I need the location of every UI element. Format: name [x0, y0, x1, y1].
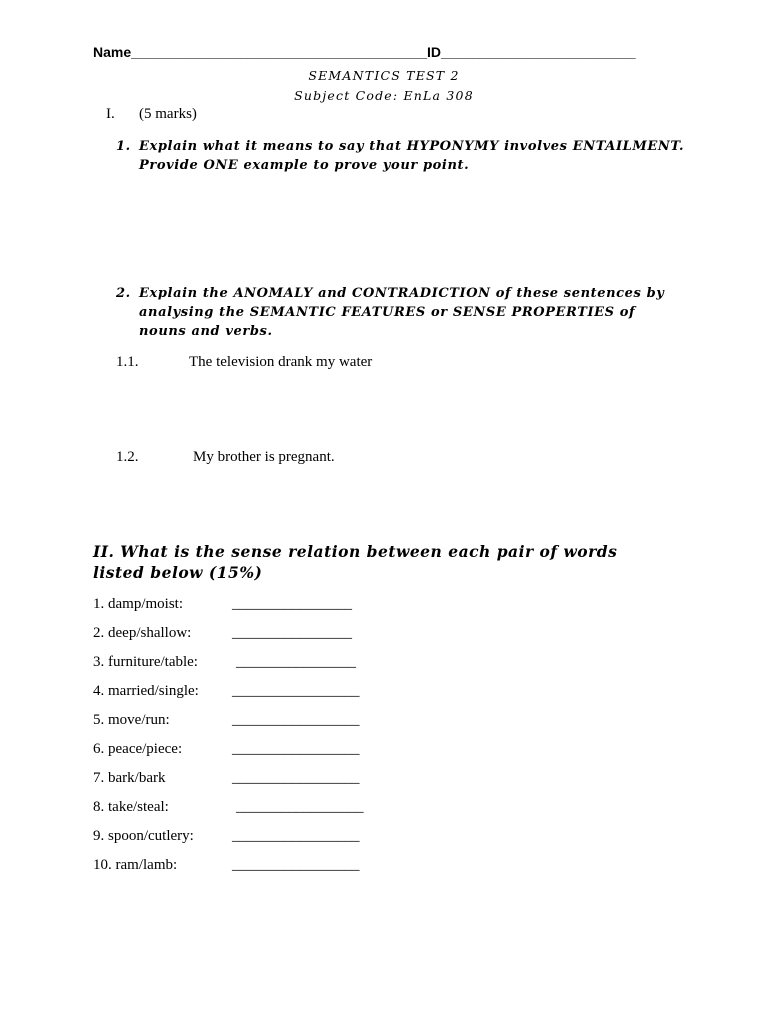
section-2-title: II. What is the sense relation between each pair of words listed below (15%): [93, 542, 618, 582]
question-2-text: Explain the ANOMALY and CONTRADICTION of these sentences by analysing the SEMANTIC FEATURES or SENSE PROPERTIES of nouns and verbs.: [139, 286, 665, 339]
question-1-number: 1.: [116, 139, 131, 154]
answer-blank[interactable]: ________________: [232, 596, 352, 612]
item-1-1-number: 1.1.: [116, 354, 139, 370]
answer-blank[interactable]: ________________: [232, 625, 352, 641]
question-1-text: Explain what it means to say that HYPONYMY involves ENTAILMENT. Provide ONE example to prove your point.: [139, 139, 685, 173]
word-pair-label: 6. peace/piece:: [93, 741, 183, 757]
subject-code: Subject Code: EnLa 308: [294, 88, 474, 103]
section-1-numeral: I.: [106, 106, 115, 122]
answer-blank[interactable]: _________________: [236, 799, 364, 815]
name-id-line: Name______________________________________ID_________________________: [93, 44, 636, 60]
question-2-number: 2.: [116, 286, 131, 301]
test-title: SEMANTICS TEST 2: [308, 68, 460, 83]
item-1-1-sentence: The television drank my water: [189, 354, 373, 370]
word-pair-label: 2. deep/shallow:: [93, 625, 192, 641]
answer-blank[interactable]: _________________: [232, 712, 360, 728]
answer-blank[interactable]: _________________: [232, 683, 360, 699]
item-1-2-sentence: My brother is pregnant.: [193, 449, 335, 465]
answer-blank[interactable]: _________________: [232, 741, 360, 757]
answer-blank[interactable]: ________________: [236, 654, 356, 670]
answer-blank[interactable]: _________________: [232, 857, 360, 873]
word-pair-label: 8. take/steal:: [93, 799, 169, 815]
word-pair-label: 1. damp/moist:: [93, 596, 183, 612]
word-pair-label: 10. ram/lamb:: [93, 857, 178, 873]
answer-blank[interactable]: _________________: [232, 828, 360, 844]
word-pair-label: 4. married/single:: [93, 683, 199, 699]
word-pair-label: 5. move/run:: [93, 712, 170, 728]
word-pair-label: 3. furniture/table:: [93, 654, 198, 670]
section-1-marks: (5 marks): [139, 106, 197, 122]
answer-blank[interactable]: _________________: [232, 770, 360, 786]
word-pair-label: 9. spoon/cutlery:: [93, 828, 194, 844]
item-1-2-number: 1.2.: [116, 449, 139, 465]
word-pair-label: 7. bark/bark: [93, 770, 166, 786]
